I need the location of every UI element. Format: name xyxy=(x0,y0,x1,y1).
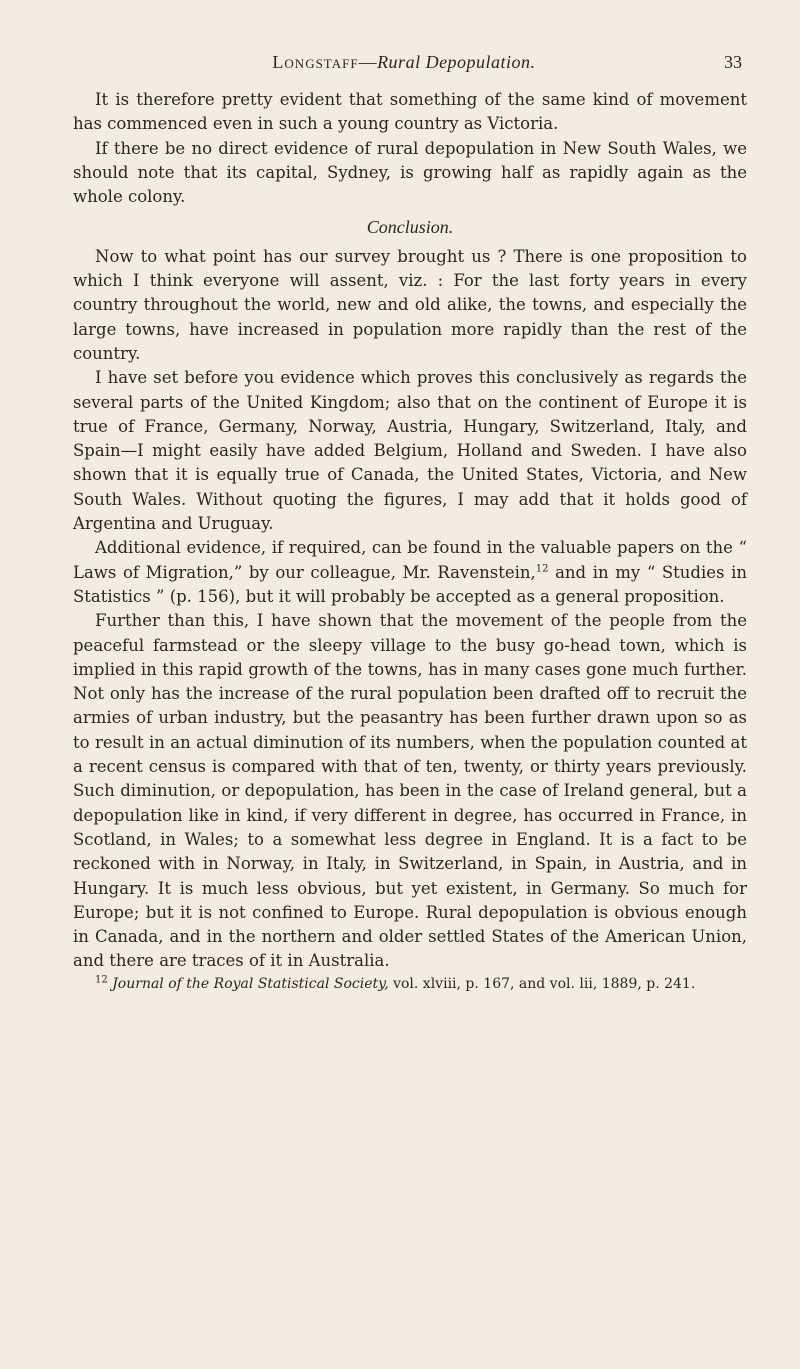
paragraph-evidence: I have set before you evidence which proves this conclusively as regards the several parts of the United Kingdom; also that on the continent of Europe it is true of France, Germany, Norway, Austria, Hungary, Switzerland, Italy, and Spain—I might easily have added Belgium, Holland and Sweden. I have also shown that it is equally true of Canada, the United States, Victoria, and New South Wales. Without quoting the figures, I may add that it holds good of Argentina and Uruguay. xyxy=(73,368,747,534)
paragraph-additional-evidence xyxy=(73,536,747,609)
paragraph-movement: Further than this, I have shown that the movement of the people from the peaceful farmstead or the sleepy village to the busy go-head town, which is implied in this rapid growth of the towns, has in many cases gone much further. Not only has the increase of the rural population been drafted off to recruit the armies of urban industry, but the peasantry has been further drawn upon so as to result in an actual diminution of its numbers, when the population counted at a recent census is compared with that of ten, twenty, or thirty years previously. Such diminution, or depopulation, has been in the case of Ireland general, but a depopulation like in kind, if very different in degree, has occurred in France, in Scotland, in Wales; to a somewhat less degree in England. It is a fact to be reckoned with in Norway, in Italy, in Switzerland, in Spain, in Austria, and in Hungary. It is much less obvious, but yet existent, in Germany. So much for Europe; but it is not confined to Europe. Rural depopulation is obvious enough in Canada, and in the northern and older settled States of the American Union, and there are traces of it in Australia. xyxy=(73,611,747,971)
header-separator: — xyxy=(358,52,378,72)
running-header xyxy=(66,52,742,76)
paragraph-additional-evidence-text-continued: and in my “ Studies in Statistics ” (p. 156), but it will probably be accepted as a general proposition. xyxy=(73,562,748,606)
section-heading-conclusion: Conclusion. xyxy=(366,217,454,238)
page-number: 33 xyxy=(724,52,742,72)
footnote xyxy=(73,974,747,994)
footnote-citation: vol. xlviii, p. 167, and vol. lii, 1889, p. 241. xyxy=(388,975,696,992)
footnote-reference: 12 xyxy=(535,563,549,575)
paragraph-additional-evidence-text: Additional evidence, if required, can be found in the valuable papers on the “ Laws of Migration,” by our colleague, Mr. Ravenstein, xyxy=(73,538,747,582)
article-body xyxy=(73,88,747,994)
running-head xyxy=(66,52,742,73)
paragraph-new-south-wales: If there be no direct evidence of rural depopulation in New South Wales, we should note that its capital, Sydney, is growing half as rapidly again as the whole colony. xyxy=(73,138,747,207)
footnote-number: 12 xyxy=(95,974,108,986)
header-title: Rural Depopulation. xyxy=(377,52,536,72)
paragraph-survey: Now to what point has our survey brought us ? There is one proposition to which I think everyone will assent, viz. : For the last forty years in every country throughout the world, new and old alike, the towns, and especially the large towns, have increased in population more rapidly than the rest of the country. xyxy=(73,246,747,363)
paragraph-victoria: It is therefore pretty evident that something of the same kind of movement has commenced even in such a young country as Victoria. xyxy=(73,90,747,134)
footnote-journal: Journal of the Royal Statistical Society, xyxy=(112,975,389,992)
header-author: Longstaff xyxy=(272,52,359,72)
